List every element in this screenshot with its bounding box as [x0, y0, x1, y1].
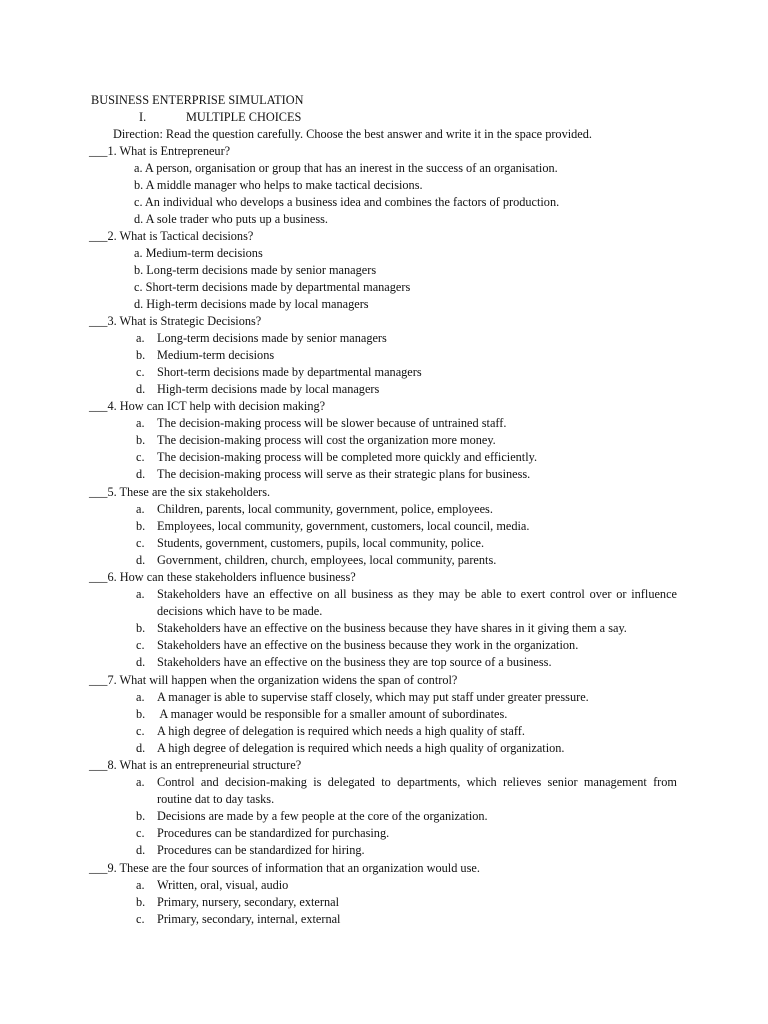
question-8-option-c-letter: c.: [136, 826, 145, 840]
question-3-option-d-text: High-term decisions made by local managers: [157, 382, 380, 396]
question-8-option-d-letter: d.: [136, 843, 146, 857]
question-6-option-c-text: Stakeholders have an effective on the business because they work in the organization.: [157, 638, 579, 652]
question-6-option-a-letter: a.: [136, 587, 145, 601]
question-3-option-a-text: Long-term decisions made by senior managers: [157, 331, 387, 345]
question-2: ___2. What is Tactical decisions?: [89, 229, 254, 243]
question-8-option-c-text: Procedures can be standardized for purchasing.: [157, 826, 390, 840]
question-3-option-a-letter: a.: [136, 331, 145, 345]
question-6-option-b-text: Stakeholders have an effective on the business because they have shares in it giving them a say.: [157, 621, 627, 635]
question-8-option-a-text: Control and decision-making is delegated to departments, which relieves senior management from: [157, 775, 677, 789]
section-title: MULTIPLE CHOICES: [186, 110, 302, 124]
question-7-option-c-text: A high degree of delegation is required which needs a high quality of staff.: [157, 724, 525, 738]
question-6-option-d-text: Stakeholders have an effective on the business they are top source of a business.: [157, 655, 552, 669]
question-9-option-c-text: Primary, secondary, internal, external: [157, 912, 341, 926]
question-1: ___1. What is Entrepreneur?: [89, 144, 231, 158]
question-6-option-d-letter: d.: [136, 655, 146, 669]
question-3-option-d-letter: d.: [136, 382, 146, 396]
question-7-option-b-letter: b.: [136, 707, 146, 721]
question-9-option-a-text: Written, oral, visual, audio: [157, 878, 289, 892]
question-4-option-c-letter: c.: [136, 450, 145, 464]
question-8-option-d-text: Procedures can be standardized for hiring.: [157, 843, 365, 857]
question-5-option-d-letter: d.: [136, 553, 146, 567]
question-6-option-b-letter: b.: [136, 621, 146, 635]
question-7-option-d-text: A high degree of delegation is required which needs a high quality of organization.: [157, 741, 565, 755]
question-8-option-a-letter: a.: [136, 775, 145, 789]
question-6-option-a-text-cont: decisions which have to be made.: [157, 604, 323, 618]
question-4: ___4. How can ICT help with decision making?: [89, 399, 326, 413]
question-6: ___6. How can these stakeholders influence business?: [89, 570, 356, 584]
question-4-option-d-text: The decision-making process will serve as their strategic plans for business.: [157, 467, 531, 481]
question-7-option-d-letter: d.: [136, 741, 146, 755]
question-9-option-b-letter: b.: [136, 895, 146, 909]
document-title: BUSINESS ENTERPRISE SIMULATION: [91, 93, 304, 107]
question-4-option-c-text: The decision-making process will be completed more quickly and efficiently.: [157, 450, 538, 464]
question-2-option-c: c. Short-term decisions made by departmental managers: [134, 280, 411, 294]
question-5-option-c-letter: c.: [136, 536, 145, 550]
question-7-option-c-letter: c.: [136, 724, 145, 738]
question-5: ___5. These are the six stakeholders.: [89, 485, 271, 499]
question-4-option-a-letter: a.: [136, 416, 145, 430]
question-4-option-a-text: The decision-making process will be slower because of untrained staff.: [157, 416, 507, 430]
question-8-option-b-text: Decisions are made by a few people at the core of the organization.: [157, 809, 488, 823]
question-5-option-a-letter: a.: [136, 502, 145, 516]
question-2-option-b: b. Long-term decisions made by senior managers: [134, 263, 377, 277]
question-8-option-b-letter: b.: [136, 809, 146, 823]
question-2-option-d: d. High-term decisions made by local managers: [134, 297, 369, 311]
question-9-option-a-letter: a.: [136, 878, 145, 892]
question-3: ___3. What is Strategic Decisions?: [89, 314, 262, 328]
question-7-option-b-text: A manager would be responsible for a smaller amount of subordinates.: [157, 707, 508, 721]
question-4-option-b-text: The decision-making process will cost the organization more money.: [157, 433, 496, 447]
question-9-option-c-letter: c.: [136, 912, 145, 926]
question-7-option-a-letter: a.: [136, 690, 145, 704]
question-1-option-b: b. A middle manager who helps to make tactical decisions.: [134, 178, 423, 192]
question-4-option-d-letter: d.: [136, 467, 146, 481]
question-9: ___9. These are the four sources of information that an organization would use.: [89, 861, 480, 875]
question-1-option-a: a. A person, organisation or group that has an inerest in the success of an organisation.: [134, 161, 558, 175]
question-5-option-c-text: Students, government, customers, pupils, local community, police.: [157, 536, 485, 550]
question-5-option-d-text: Government, children, church, employees, local community, parents.: [157, 553, 497, 567]
question-6-option-a-text: Stakeholders have an effective on all business as they may be able to exert control over or influence: [157, 587, 677, 601]
question-8: ___8. What is an entrepreneurial structure?: [89, 758, 302, 772]
question-5-option-a-text: Children, parents, local community, government, police, employees.: [157, 502, 493, 516]
question-1-option-c: c. An individual who develops a business idea and combines the factors of production.: [134, 195, 560, 209]
question-3-option-b-text: Medium-term decisions: [157, 348, 275, 362]
question-3-option-c-text: Short-term decisions made by departmental managers: [157, 365, 422, 379]
question-7: ___7. What will happen when the organization widens the span of control?: [89, 673, 458, 687]
question-1-option-d: d. A sole trader who puts up a business.: [134, 212, 328, 226]
question-5-option-b-letter: b.: [136, 519, 146, 533]
question-7-option-a-text: A manager is able to supervise staff closely, which may put staff under greater pressure.: [157, 690, 589, 704]
question-4-option-b-letter: b.: [136, 433, 146, 447]
question-8-option-a-text-cont: routine dat to day tasks.: [157, 792, 275, 806]
question-2-option-a: a. Medium-term decisions: [134, 246, 263, 260]
direction-text: Direction: Read the question carefully. Choose the best answer and write it in the space provided.: [113, 127, 592, 141]
question-6-option-c-letter: c.: [136, 638, 145, 652]
question-3-option-c-letter: c.: [136, 365, 145, 379]
question-9-option-b-text: Primary, nursery, secondary, external: [157, 895, 339, 909]
question-5-option-b-text: Employees, local community, government, customers, local council, media.: [157, 519, 530, 533]
section-number: I.: [139, 110, 147, 124]
question-3-option-b-letter: b.: [136, 348, 146, 362]
